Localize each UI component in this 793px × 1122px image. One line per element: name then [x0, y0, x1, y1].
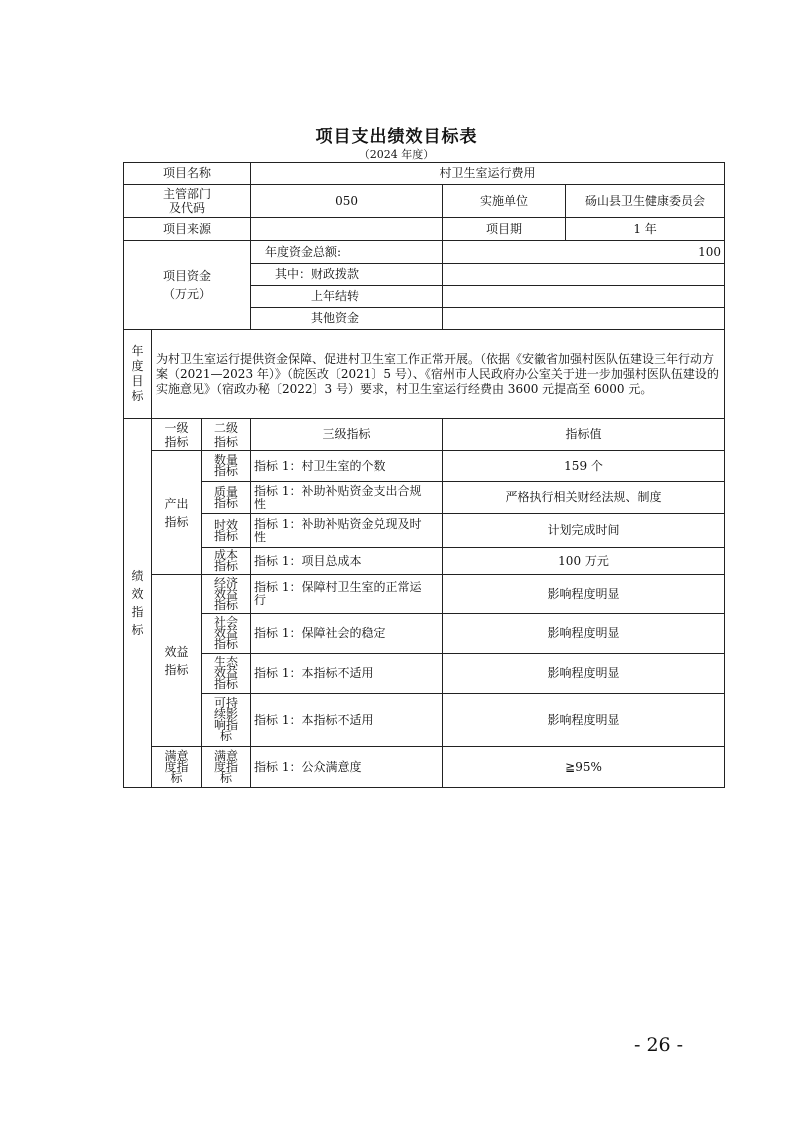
level3-indicator: 指标 1：补助补贴资金兑现及时 性: [251, 514, 443, 548]
level2-indicator: 可持 续影 响指 标: [202, 694, 251, 747]
fiscal-appropriation-label: 其中：财政拨款: [251, 264, 443, 286]
level3-indicator: 指标 1：项目总成本: [251, 548, 443, 575]
level2-indicator: 经济 效益 指标: [202, 575, 251, 614]
annual-total-label: 年度资金总额:: [251, 241, 443, 264]
header-level3: 三级指标: [251, 419, 443, 451]
level3-indicator: 指标 1：公众满意度: [251, 747, 443, 788]
level3-indicator: 指标 1：保障村卫生室的正常运 行: [251, 575, 443, 614]
other-funds-label: 其他资金: [251, 308, 443, 330]
header-indicator-value: 指标值: [443, 419, 725, 451]
project-funds-label: 项目资金 （万元）: [124, 241, 251, 330]
project-source-value: [251, 218, 443, 241]
level3-indicator: 指标 1：补助补贴资金支出合规 性: [251, 482, 443, 514]
performance-target-table: [123, 162, 725, 788]
level2-indicator: 满意 度指 标: [202, 747, 251, 788]
project-name-value: 村卫生室运行费用: [251, 163, 725, 185]
project-name-label: 项目名称: [124, 163, 251, 185]
level2-indicator: 社会 效益 指标: [202, 614, 251, 654]
implementing-unit-label: 实施单位: [443, 185, 566, 218]
page-subtitle: （2024 年度）: [358, 148, 435, 161]
page-number: - 26 -: [634, 1034, 684, 1056]
prior-year-carryover-label: 上年结转: [251, 286, 443, 308]
level3-indicator: 指标 1：本指标不适用: [251, 654, 443, 694]
level2-indicator: 数量 指标: [202, 451, 251, 482]
header-level1: 一级 指标: [152, 419, 202, 451]
level3-indicator: 指标 1：本指标不适用: [251, 694, 443, 747]
indicator-value: 计划完成时间: [443, 514, 725, 548]
page-title: 项目支出绩效目标表: [315, 127, 478, 147]
annual-goal-label: 年 度 目 标: [124, 330, 152, 419]
indicator-value: 影响程度明显: [443, 654, 725, 694]
indicator-value: 100 万元: [443, 548, 725, 575]
annual-goal-text: 为村卫生室运行提供资金保障、促进村卫生室工作正常开展。（依据《安徽省加强村医队伍建设三年行动方案（2021—2023 年）》（皖医改〔2021〕5 号）、《宿州市人民政府办公室关于进一步加强村医队伍建设的实施意见》（宿政办秘〔2022〕3 号）要求，村卫生室运行经费由 3600 元提高至 6000 元。: [152, 330, 725, 419]
indicator-value: ≧95%: [443, 747, 725, 788]
level2-indicator: 生态 效益 指标: [202, 654, 251, 694]
level3-indicator: 指标 1：村卫生室的个数: [251, 451, 443, 482]
performance-indicators-label: 绩 效 指 标: [124, 419, 152, 788]
header-level2: 二级 指标: [202, 419, 251, 451]
level2-indicator: 成本 指标: [202, 548, 251, 575]
project-period-label: 项目期: [443, 218, 566, 241]
prior-year-carryover-value: [443, 286, 725, 308]
level2-indicator: 质量 指标: [202, 482, 251, 514]
satisfaction-indicators-label: 满意 度指 标: [152, 747, 202, 788]
department-label: 主管部门 及代码: [124, 185, 251, 218]
department-code: 050: [251, 185, 443, 218]
other-funds-value: [443, 308, 725, 330]
indicator-value: 159 个: [443, 451, 725, 482]
level2-indicator: 时效 指标: [202, 514, 251, 548]
indicator-value: 影响程度明显: [443, 614, 725, 654]
project-period-value: 1 年: [566, 218, 725, 241]
indicator-value: 影响程度明显: [443, 575, 725, 614]
implementing-unit-value: 砀山县卫生健康委员会: [566, 185, 725, 218]
project-source-label: 项目来源: [124, 218, 251, 241]
indicator-value: 影响程度明显: [443, 694, 725, 747]
indicator-value: 严格执行相关财经法规、制度: [443, 482, 725, 514]
annual-total-value: 100: [443, 241, 725, 264]
output-indicators-label: 产出 指标: [152, 451, 202, 575]
fiscal-appropriation-value: [443, 264, 725, 286]
benefit-indicators-label: 效益 指标: [152, 575, 202, 747]
level3-indicator: 指标 1：保障社会的稳定: [251, 614, 443, 654]
